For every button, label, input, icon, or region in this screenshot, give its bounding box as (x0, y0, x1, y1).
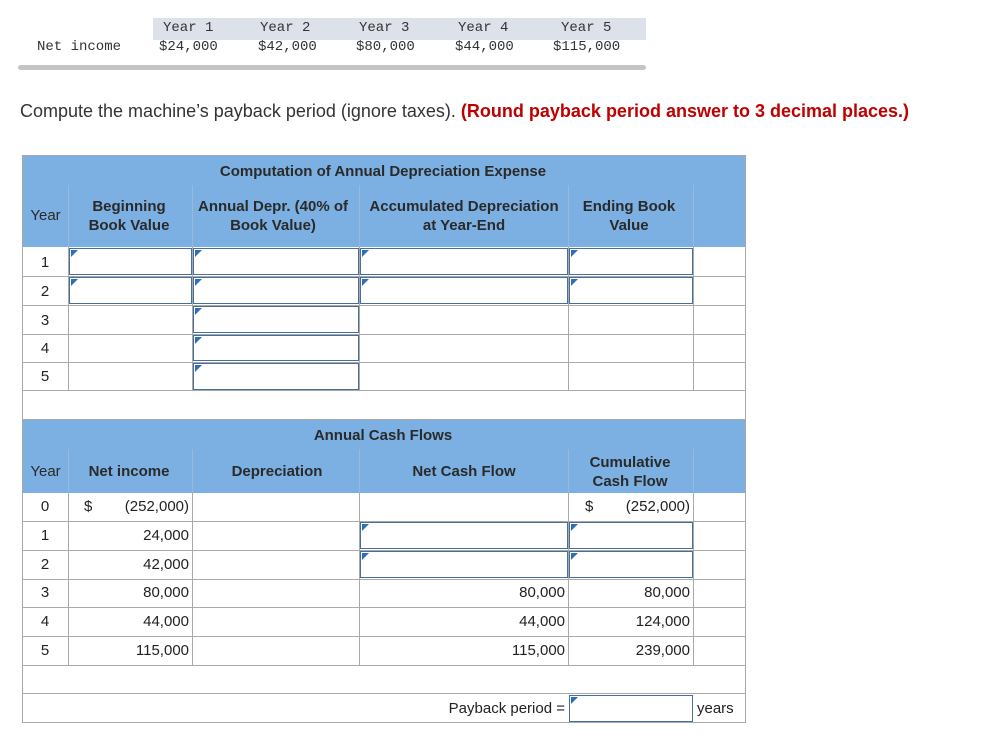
cf-year-4: 4 (40, 613, 50, 630)
dep-year-4: 4 (40, 340, 50, 357)
net-income-year-2: $42,000 (258, 39, 317, 55)
net-income-year-3: $80,000 (356, 39, 415, 55)
cf-net-income-2: 42,000 (143, 556, 189, 573)
net-cash-flow-input-2[interactable] (360, 551, 568, 578)
cumulative-cash-flow-input-1[interactable] (569, 522, 693, 549)
cf-cumulative-4: 124,000 (635, 613, 690, 630)
cf-col-net-income: Net income (88, 463, 170, 480)
payback-period-input[interactable] (569, 695, 693, 722)
cf-cum-dollar-sign: $ (585, 498, 594, 515)
dep-year-3: 3 (40, 312, 50, 329)
dep-col-accumulated: Accumulated Depreciation at Year-End (369, 198, 559, 234)
instruction (20, 101, 909, 122)
dep-year-1: 1 (40, 254, 50, 271)
cf-col-year: Year (30, 463, 61, 480)
year-2-header: Year 2 (260, 20, 311, 36)
dep-col-beginning: Beginning Book Value (88, 198, 170, 234)
cf-net-income-1: 24,000 (143, 527, 189, 544)
net-income-year-1: $24,000 (159, 39, 218, 55)
cf-net-income-3: 80,000 (143, 584, 189, 601)
cf-year-2: 2 (40, 556, 50, 573)
beginning-book-value-input-1[interactable] (69, 248, 192, 275)
annual-depr-input-5[interactable] (193, 363, 359, 390)
cf-year-0: 0 (40, 498, 50, 515)
dep-col-ending: Ending Book Value (582, 198, 676, 234)
cf-col-depreciation: Depreciation (231, 463, 323, 480)
ending-book-value-input-1[interactable] (569, 248, 693, 275)
cf-net-cash-flow-4: 44,000 (519, 613, 565, 630)
dep-col-year: Year (30, 207, 61, 224)
year-5-header: Year 5 (561, 20, 612, 36)
accumulated-depr-input-2[interactable] (360, 277, 568, 304)
cumulative-cash-flow-input-2[interactable] (569, 551, 693, 578)
cf-net-income-4: 44,000 (143, 613, 189, 630)
payback-period-label: Payback period = (448, 700, 565, 717)
instruction-note: (Round payback period answer to 3 decimal places.) (460, 101, 910, 121)
cf-net-cash-flow-3: 80,000 (519, 584, 565, 601)
net-income-table (18, 18, 646, 70)
cf-cumulative-3: 80,000 (644, 584, 690, 601)
cf-cumulative-5: 239,000 (635, 642, 690, 659)
cf-dollar-sign: $ (84, 498, 93, 515)
annual-depr-input-4[interactable] (193, 335, 359, 361)
payback-unit-label: years (697, 700, 734, 717)
year-3-header: Year 3 (359, 20, 410, 36)
beginning-book-value-input-2[interactable] (69, 277, 192, 304)
scrollbar[interactable] (18, 65, 646, 70)
accumulated-depr-input-1[interactable] (360, 248, 568, 275)
dep-col-annual: Annual Depr. (40% of Book Value) (197, 198, 349, 234)
cf-col-net-cash-flow: Net Cash Flow (412, 463, 516, 480)
cf-col-cumulative: Cumulative Cash Flow (589, 454, 671, 490)
dep-year-5: 5 (40, 368, 50, 385)
annual-depr-input-2[interactable] (193, 277, 359, 304)
dep-year-2: 2 (40, 283, 50, 300)
cf-net-income-5: 115,000 (135, 642, 189, 659)
year-4-header: Year 4 (458, 20, 509, 36)
depreciation-title: Computation of Annual Depreciation Expense (219, 163, 547, 180)
worksheet-grid (22, 155, 746, 723)
cf-net-income-0: (252,000) (124, 498, 189, 515)
cf-net-cash-flow-5: 115,000 (511, 642, 565, 659)
cf-year-5: 5 (40, 642, 50, 659)
ending-book-value-input-2[interactable] (569, 277, 693, 304)
instruction-text: Compute the machine’s payback period (ignore taxes). (20, 101, 456, 121)
year-1-header: Year 1 (163, 20, 214, 36)
cf-cumulative-0: (252,000) (625, 498, 690, 515)
annual-depr-input-3[interactable] (193, 306, 359, 333)
net-income-year-4: $44,000 (455, 39, 514, 55)
annual-depr-input-1[interactable] (193, 248, 359, 275)
cf-year-3: 3 (40, 584, 50, 601)
net-income-label: Net income (37, 39, 122, 55)
cf-year-1: 1 (40, 527, 50, 544)
net-income-year-5: $115,000 (553, 39, 621, 55)
cashflow-title: Annual Cash Flows (313, 427, 453, 444)
net-cash-flow-input-1[interactable] (360, 522, 568, 549)
